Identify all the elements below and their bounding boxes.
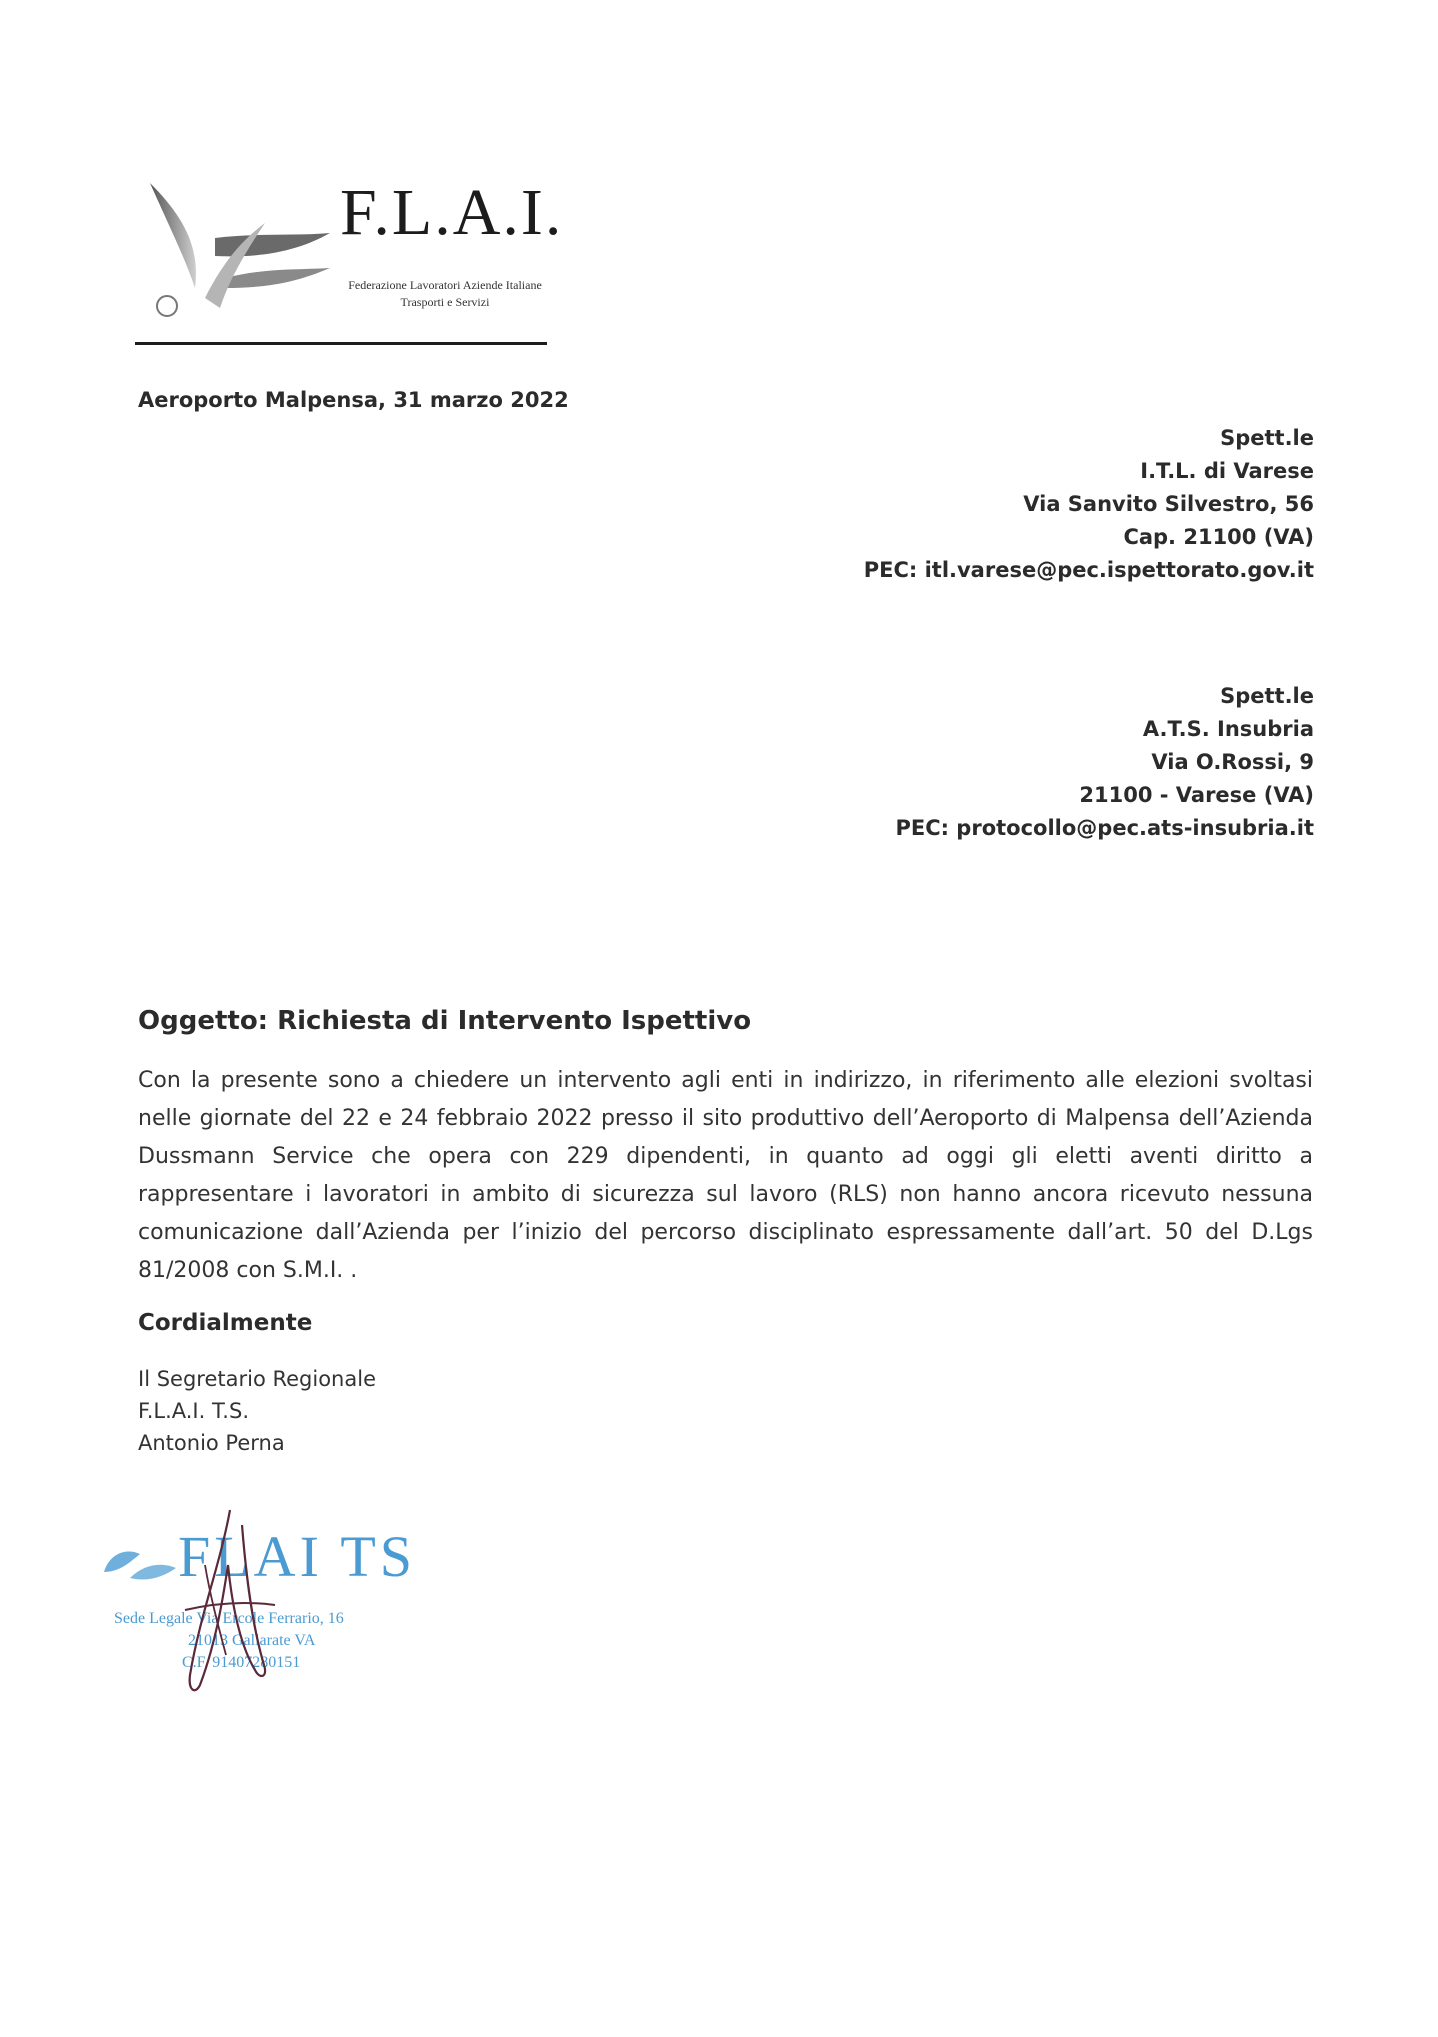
recipient-address-1 bbox=[864, 422, 1314, 587]
signatory-org: F.L.A.I. T.S. bbox=[138, 1399, 249, 1423]
stamp-title: FLAI TS bbox=[178, 1524, 417, 1589]
recipient-name: A.T.S. Insubria bbox=[1142, 717, 1314, 741]
stamp-address: Sede Legale Via Ercole Ferrario, 16 bbox=[114, 1610, 344, 1627]
flai-wings-logo bbox=[145, 178, 335, 328]
recipient-street: Via O.Rossi, 9 bbox=[1151, 750, 1314, 774]
recipient-pec: PEC: protocollo@pec.ats-insubria.it bbox=[895, 816, 1314, 840]
recipient-city: Cap. 21100 (VA) bbox=[1123, 525, 1314, 549]
signatory-role: Il Segretario Regionale bbox=[138, 1367, 376, 1391]
recipient-street: Via Sanvito Silvestro, 56 bbox=[1023, 492, 1314, 516]
stamp-tax-code: C.F. 91407280151 bbox=[182, 1654, 301, 1671]
closing: Cordialmente bbox=[138, 1310, 313, 1336]
stamp-city: 21013 Gallarate VA bbox=[188, 1632, 316, 1649]
brand-subtitle: Federazione Lavoratori Aziende Italiane bbox=[348, 278, 542, 292]
recipient-pec: PEC: itl.varese@pec.ispettorato.gov.it bbox=[863, 558, 1314, 582]
subject-line: Oggetto: Richiesta di Intervento Ispettivo bbox=[138, 1006, 752, 1036]
recipient-city: 21100 - Varese (VA) bbox=[1079, 783, 1314, 807]
date-line: Aeroporto Malpensa, 31 marzo 2022 bbox=[138, 388, 569, 412]
recipient-address-2 bbox=[895, 680, 1314, 845]
body-paragraph: Con la presente sono a chiedere un intervento agli enti in indirizzo, in riferimento alle elezioni svoltasi nelle giornate del 22 e 24 febbraio 2022 presso il sito produttivo dell’Aeroporto di Malpensa dell’Azienda Dussmann Service che opera con 229 dipendenti, in quanto ad oggi gli eletti aventi diritto a rappresentare i lavoratori in ambito di sicurezza sul lavoro (RLS) non hanno ancora ricevuto nessuna comunicazione dall’Azienda per l’inizio del percorso disciplinato espressamente dall’art. 50 del D.Lgs 81/2008 con S.M.I. . bbox=[138, 1068, 1313, 1283]
signatory-name: Antonio Perna bbox=[138, 1431, 285, 1455]
brand-subtitle-2: Trasporti e Servizi bbox=[400, 295, 490, 309]
recipient-salutation: Spett.le bbox=[1220, 426, 1314, 450]
signature-block bbox=[138, 1363, 376, 1459]
recipient-salutation: Spett.le bbox=[1220, 684, 1314, 708]
recipient-name: I.T.L. di Varese bbox=[1140, 459, 1314, 483]
letterhead bbox=[135, 170, 564, 345]
letterhead-rule bbox=[135, 342, 547, 345]
handwritten-signature bbox=[160, 1505, 290, 1705]
brand-name: F.L.A.I. bbox=[340, 176, 564, 249]
